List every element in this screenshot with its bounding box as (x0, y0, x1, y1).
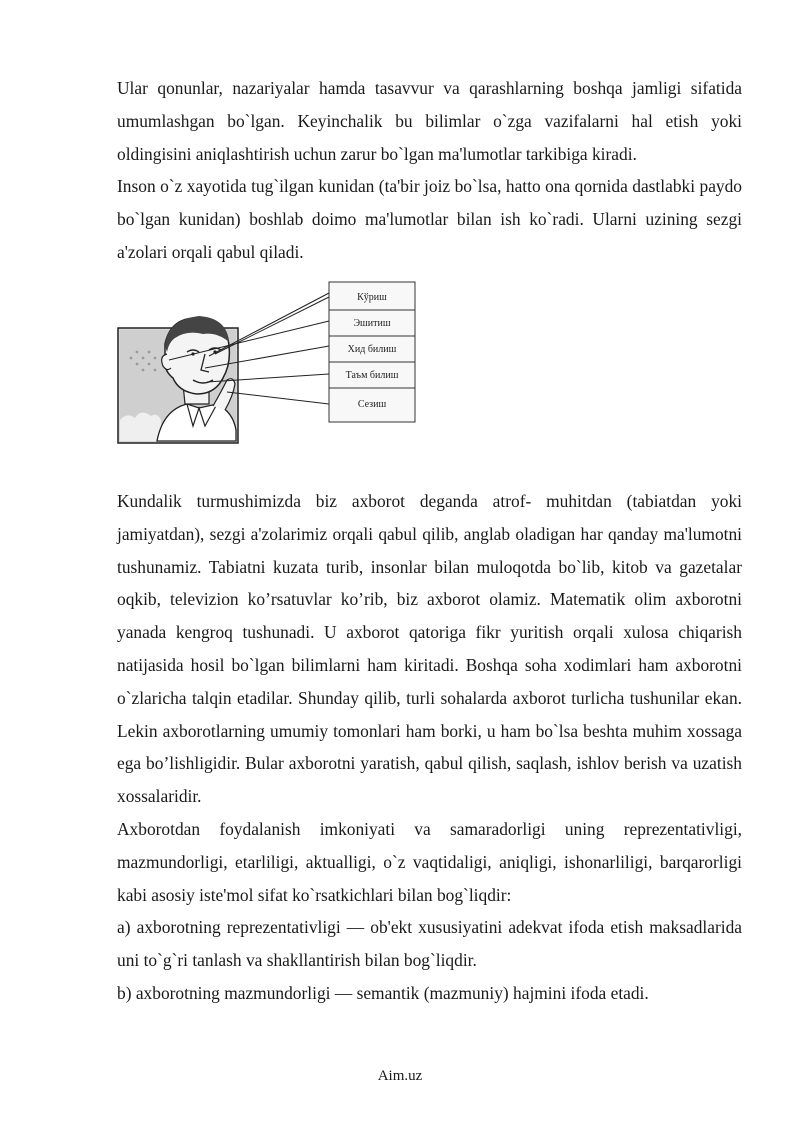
senses-figure (117, 280, 427, 448)
paragraph: Kundalik turmushimizda biz axborot deganda atrof- muhitdan (tabiatdan yoki jamiyatdan), sezgi a'zolarimiz orqali qabul qilib, anglab oladigan har qanday ma'lumotni tushunamiz. Tabiatni kuzata turib, insonlar bilan muloqotda bo`lib, kitob va gazetalar oqkib, televizion ko’rsatuvlar ko’rib, biz axborot olamiz. Matematik olim axborotni yanada kengroq tushunadi. U axborot qatoriga fikr yuritish orqali xulosa chiqarish natijasida hosil bo`lgan bilimlarni ham kiritadi. Boshqa soha xodimlari ham axborotni o`zlaricha talqin etadilar. Shunday qilib, turli sohalarda axborot turlicha tushunilar ekan. Lekin axborotlarning umumiy tomonlari ham borki, u ham bo`lsa beshta muhim xossaga ega bo’lishligidir. Bular axborotni yaratish, qabul qilish, saqlash, ishlov berish va uzatish xossalaridir. (117, 491, 742, 807)
senses-labels (329, 282, 415, 422)
label-hearing: Эшитиш (353, 318, 391, 329)
intro-text (117, 72, 742, 269)
label-taste: Таъм билиш (345, 370, 399, 381)
page-footer: Aim.uz (377, 1068, 423, 1084)
label-smell: Хид билиш (347, 344, 397, 355)
main-text (117, 485, 742, 1010)
paragraph: Axborotdan foydalanish imkoniyati va samaradorligi uning reprezentativligi, mazmundorligi, etarliligi, aktualligi, o`z vaqtidaligi, aniqligi, ishonarliligi, barqarorligi kabi asosiy iste'mol sifat ko`rsatkichlari bilan bog`liqdir: (117, 818, 742, 905)
paragraph: Inson o`z xayotida tug`ilgan kunidan (ta'bir joiz bo`lsa, hatto ona qornida dastlabki paydo bo`lgan kunidan) boshlab doimo ma'lumotlar bilan ish ko`radi. Ularni uzining sezgi a'zolari orqali qabul qiladi. (117, 176, 742, 262)
paragraph: b) axborotning mazmundorligi — semantik (mazmuniy) hajmini ifoda etadi. (117, 982, 649, 1003)
human-head-illustration (118, 316, 238, 443)
label-sight: Кўриш (357, 292, 387, 303)
label-touch: Сезиш (357, 399, 387, 410)
paragraph: a) axborotning reprezentativligi — ob'ekt xususiyatini adekvat ifoda etish maksadlarida uni to`g`ri tanlash va shakllantirish bilan bog`liqdir. (117, 917, 742, 971)
paragraph: Ular qonunlar, nazariyalar hamda tasavvur va qarashlarning boshqa jamligi sifatida umumlashgan bo`lgan. Keyinchalik bu bilimlar o`zga vazifalarni hal etish yoki oldingisini aniqlashtirish uchun zarur bo`lgan ma'lumotlar tarkibiga kiradi. (117, 78, 742, 164)
